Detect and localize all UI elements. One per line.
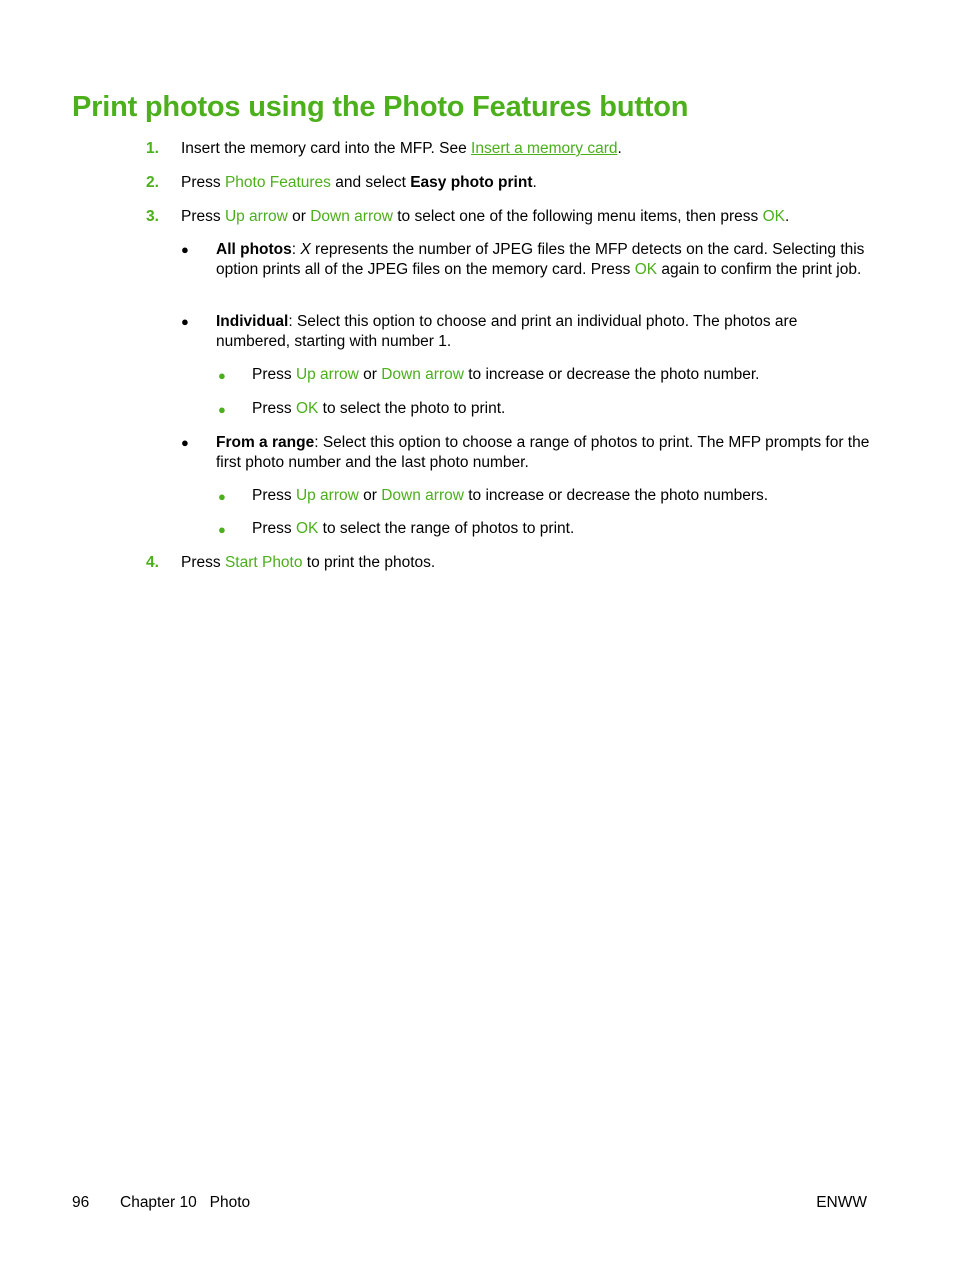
up-arrow-ui-term: Up arrow: [295, 487, 359, 504]
step-2-number: 2.: [146, 174, 159, 191]
step-4-text-a: Press: [181, 554, 225, 571]
sub-text-b: or: [358, 487, 382, 504]
menu-item-sep: :: [291, 241, 301, 258]
step-3-text-b: or: [287, 208, 311, 225]
up-arrow-ui-term: Up arrow: [224, 208, 288, 225]
sub-text-a: Press: [252, 520, 296, 537]
sub-text-c: to increase or decrease the photo number.: [463, 366, 760, 383]
step-3-number: 3.: [146, 208, 159, 225]
sub-text-b: to select the range of photos to print.: [318, 520, 575, 537]
down-arrow-ui-term: Down arrow: [310, 208, 393, 225]
green-bullet-icon: ●: [218, 368, 226, 383]
step-4-number: 4.: [146, 554, 159, 571]
bullet-icon: ●: [181, 314, 189, 329]
step-2-text-c: .: [532, 174, 537, 191]
down-arrow-ui-term: Down arrow: [381, 487, 464, 504]
step-3-text-c: to select one of the following menu items, then press: [392, 208, 763, 225]
step-4-text: [181, 553, 435, 573]
menu-item-from-a-range: [216, 433, 871, 472]
footer-page-number: 96: [72, 1194, 90, 1211]
step-1-text: [181, 139, 622, 159]
up-arrow-ui-term: Up arrow: [295, 366, 359, 383]
step-2-text-a: Press: [181, 174, 225, 191]
page-title: Print photos using the Photo Features button: [72, 91, 689, 123]
footer-enww: ENWW: [816, 1194, 867, 1211]
step-1-text-b: .: [617, 140, 622, 157]
ok-ui-term: OK: [295, 520, 319, 537]
sub-text-a: Press: [252, 400, 296, 417]
insert-memory-card-link[interactable]: Insert a memory card: [471, 140, 618, 157]
menu-item-text-a: : Select this option to choose a range of photos to print. The MFP prompts for the first photo number and the last photo number.: [216, 434, 870, 471]
ok-ui-term: OK: [295, 400, 319, 417]
menu-item-label: From a range: [216, 434, 315, 451]
step-1-number: 1.: [146, 140, 159, 157]
menu-item-text-a: : Select this option to choose and print an individual photo. The photos are numbered, starting with number 1.: [216, 313, 798, 350]
green-bullet-icon: ●: [218, 489, 226, 504]
step-2-text: [181, 173, 537, 193]
variable-x: X: [300, 241, 311, 258]
sub-text-a: Press: [252, 366, 296, 383]
step-4-text-b: to print the photos.: [302, 554, 436, 571]
menu-item-label: All photos: [216, 241, 292, 258]
green-bullet-icon: ●: [218, 402, 226, 417]
step-2-text-b: and select: [330, 174, 411, 191]
step-1-text-a: Insert the memory card into the MFP. See: [181, 140, 472, 157]
sub-text-b: or: [358, 366, 382, 383]
sub-item-individual-2: [252, 399, 505, 419]
start-photo-ui-term: Start Photo: [224, 554, 303, 571]
sub-item-range-2: [252, 519, 574, 539]
sub-text-b: to select the photo to print.: [318, 400, 506, 417]
sub-item-range-1: [252, 486, 768, 506]
photo-features-ui-term: Photo Features: [224, 174, 331, 191]
menu-item-text-b: again to confirm the print job.: [657, 260, 862, 278]
ok-ui-term: OK: [634, 260, 658, 278]
menu-item-label: Individual: [216, 313, 289, 330]
step-3-text-a: Press: [181, 208, 225, 225]
green-bullet-icon: ●: [218, 522, 226, 537]
footer-chapter: Chapter 10 Photo: [120, 1194, 251, 1211]
step-3-text-d: .: [784, 208, 790, 225]
down-arrow-ui-term: Down arrow: [381, 366, 464, 383]
easy-photo-print-term: Easy photo print: [410, 174, 533, 191]
sub-text-c: to increase or decrease the photo numbers.: [463, 487, 769, 504]
sub-text-a: Press: [252, 487, 296, 504]
sub-item-individual-1: [252, 365, 759, 385]
menu-item-text-a: represents the number of JPEG files the MFP detects on the card. Selecting this option prints all of the JPEG files on the memory card. Press: [216, 241, 865, 278]
bullet-icon: ●: [181, 242, 189, 257]
step-3-text: [181, 207, 789, 227]
menu-item-individual: [216, 312, 871, 351]
ok-ui-term: OK: [762, 208, 785, 225]
bullet-icon: ●: [181, 435, 189, 450]
menu-item-all-photos: [216, 240, 871, 279]
